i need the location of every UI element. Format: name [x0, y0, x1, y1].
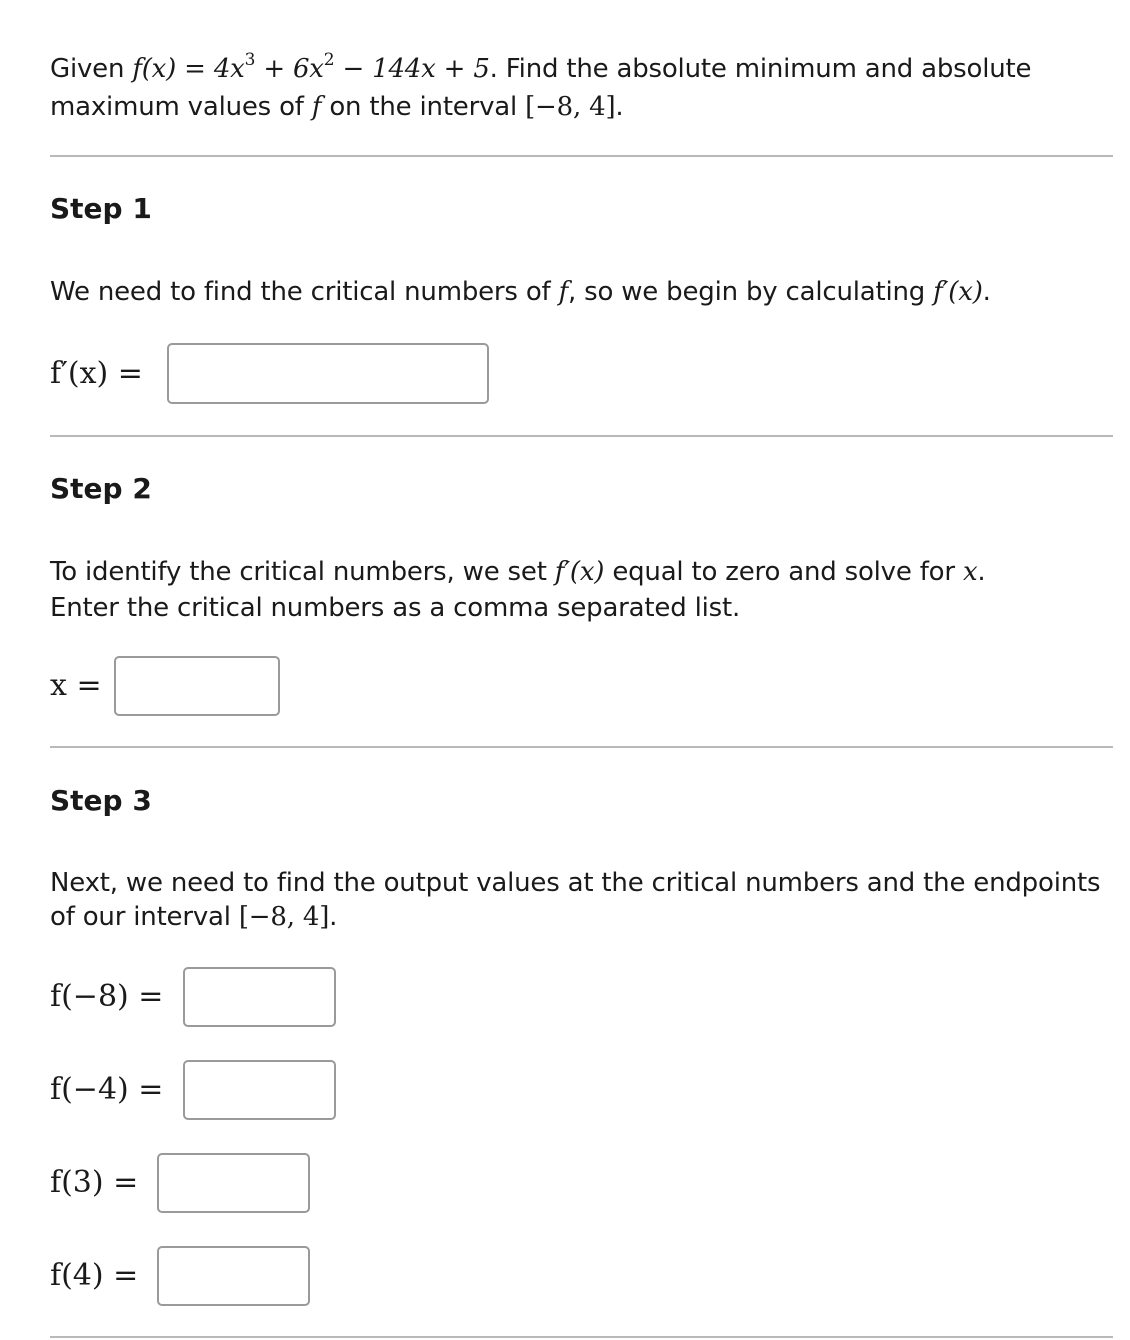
problem-exp1: 3 — [244, 50, 256, 70]
step1-text-c: . — [982, 277, 991, 307]
problem-term3: − 144x + 5 — [334, 54, 490, 84]
step2-text-c: . — [977, 557, 986, 587]
f-neg4-input[interactable] — [183, 1060, 336, 1120]
step1-text-b: , so we begin by calculating — [568, 277, 934, 307]
f-3-label: f(3) = — [50, 1165, 139, 1200]
problem-given: Given — [50, 54, 125, 84]
f-4-input[interactable] — [157, 1246, 310, 1306]
step3-text-b: . — [329, 902, 338, 932]
f-4-label: f(4) = — [50, 1258, 139, 1293]
problem-interval: [−8, 4] — [525, 92, 616, 122]
step2-text-b: equal to zero and solve for — [604, 557, 963, 587]
step1-title: Step 1 — [50, 192, 152, 225]
f-3-input[interactable] — [157, 1153, 310, 1213]
divider — [50, 155, 1113, 157]
problem-equals: = — [176, 54, 214, 84]
divider — [50, 1336, 1113, 1338]
step2-text-a: To identify the critical numbers, we set — [50, 557, 555, 587]
step1-f: f — [558, 277, 568, 307]
problem-f: f — [311, 92, 322, 122]
step1-fprime: f′(x) — [933, 277, 983, 307]
step3-instructions — [50, 866, 1110, 934]
problem-text2: on the interval — [321, 92, 526, 122]
divider — [50, 435, 1113, 437]
step3-text-a: Next, we need to find the output values at the critical numbers and the endpoints of our interval — [50, 868, 1101, 932]
step2-answer-label: x = — [50, 668, 102, 703]
step1-instructions — [50, 274, 1110, 310]
f-neg4-label: f(−4) = — [50, 1072, 164, 1107]
step2-x: x — [962, 557, 978, 587]
divider — [50, 746, 1113, 748]
f-neg8-label: f(−8) = — [50, 979, 164, 1014]
step2-instructions — [50, 554, 1110, 626]
problem-statement — [50, 50, 1120, 126]
problem-period: . — [615, 92, 624, 122]
step1-answer-label: f′(x) = — [50, 356, 143, 391]
f-neg8-input[interactable] — [183, 967, 336, 1027]
critical-numbers-input[interactable] — [114, 656, 280, 716]
problem-fx: f(x) — [132, 54, 177, 84]
problem-term1: 4x — [213, 54, 245, 84]
step3-title: Step 3 — [50, 784, 152, 817]
problem-text1: . Find the absolute minimum and absolute maximum values of — [50, 54, 1032, 122]
problem-exp2: 2 — [323, 50, 335, 70]
step3-interval: [−8, 4] — [238, 902, 330, 932]
step2-fprime: f′(x) — [554, 557, 605, 587]
step2-line2: Enter the critical numbers as a comma separated list. — [50, 593, 741, 623]
step1-text-a: We need to find the critical numbers of — [50, 277, 559, 307]
problem-term2: + 6x — [255, 54, 324, 84]
derivative-input[interactable] — [167, 343, 489, 404]
step2-title: Step 2 — [50, 472, 152, 505]
